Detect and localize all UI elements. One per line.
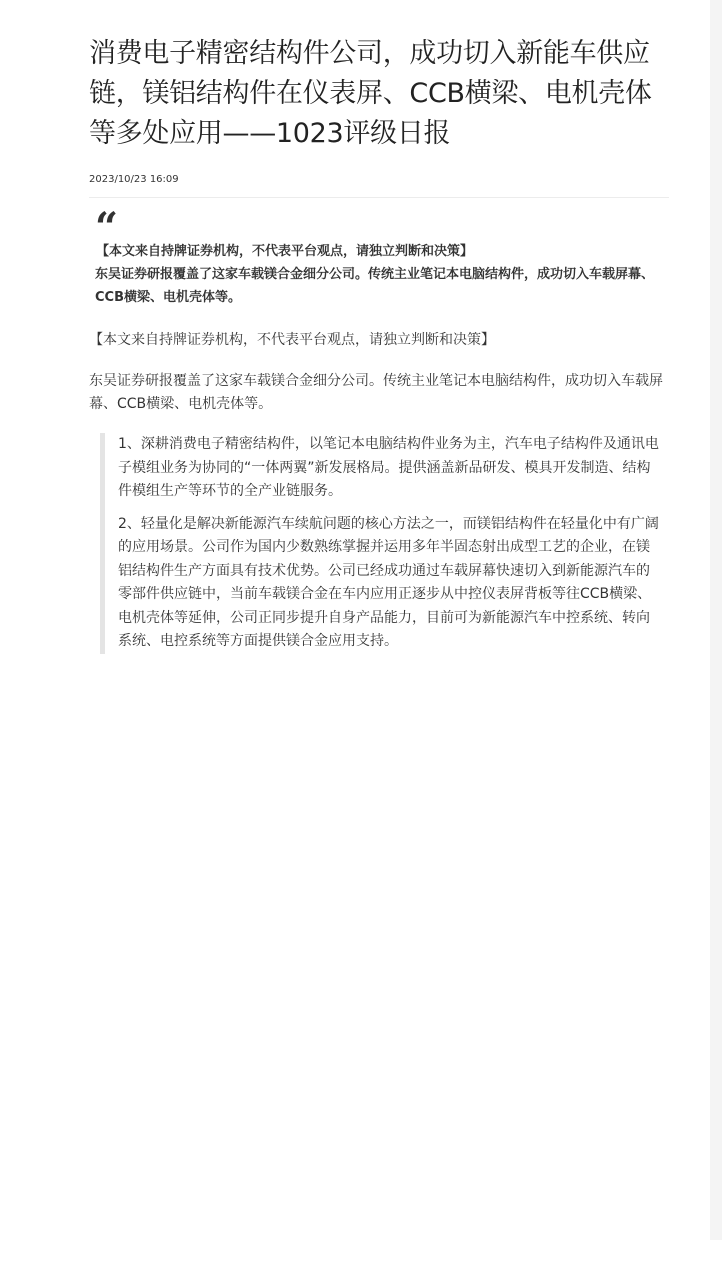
publish-date: 2023/10/23 16:09	[89, 174, 179, 185]
summary-text: 东吴证券研报覆盖了这家车载镁合金细分公司。传统主业笔记本电脑结构件，成功切入车载屏幕、CCB横梁、电机壳体等。	[95, 267, 655, 305]
article-title: 消费电子精密结构件公司，成功切入新能车供应链，镁铝结构件在仪表屏、CCB横梁、电机壳体等多处应用——1023评级日报	[89, 38, 652, 149]
blockquote-paragraph: 1、深耕消费电子精密结构件，以笔记本电脑结构件业务为主，汽车电子结构件及通讯电子模组业务为协同的“一体两翼”新发展格局。提供涵盖新品研发、模具开发制造、结构件模组生产等环节的全产业链服务。	[118, 436, 659, 499]
article-blockquote	[100, 433, 669, 654]
article	[89, 34, 669, 654]
summary-disclaimer: 【本文来自持牌证券机构，不代表平台观点，请独立判断和决策】	[96, 244, 474, 259]
header-divider	[89, 197, 669, 198]
article-summary	[89, 204, 669, 309]
body-intro: 东吴证券研报覆盖了这家车载镁合金细分公司。传统主业笔记本电脑结构件，成功切入车载屏幕、CCB横梁、电机壳体等。	[89, 373, 663, 412]
quote-open-icon: “	[95, 204, 117, 251]
body-disclaimer: 【本文来自持牌证券机构，不代表平台观点，请独立判断和决策】	[89, 332, 495, 348]
page-edge-strip	[710, 0, 722, 1240]
blockquote-paragraph: 2、轻量化是解决新能源汽车续航问题的核心方法之一，而镁铝结构件在轻量化中有广阔的应用场景。公司作为国内少数熟练掌握并运用多年半固态射出成型工艺的企业，在镁铝结构件生产方面具有技术优势。公司已经成功通过车载屏幕快速切入到新能源汽车的零部件供应链中，当前车载镁合金在车内应用正逐步从中控仪表屏背板等往CCB横梁、电机壳体等延伸，公司正同步提升自身产品能力，目前可为新能源汽车中控系统、转向系统、电控系统等方面提供镁合金应用支持。	[118, 515, 659, 649]
